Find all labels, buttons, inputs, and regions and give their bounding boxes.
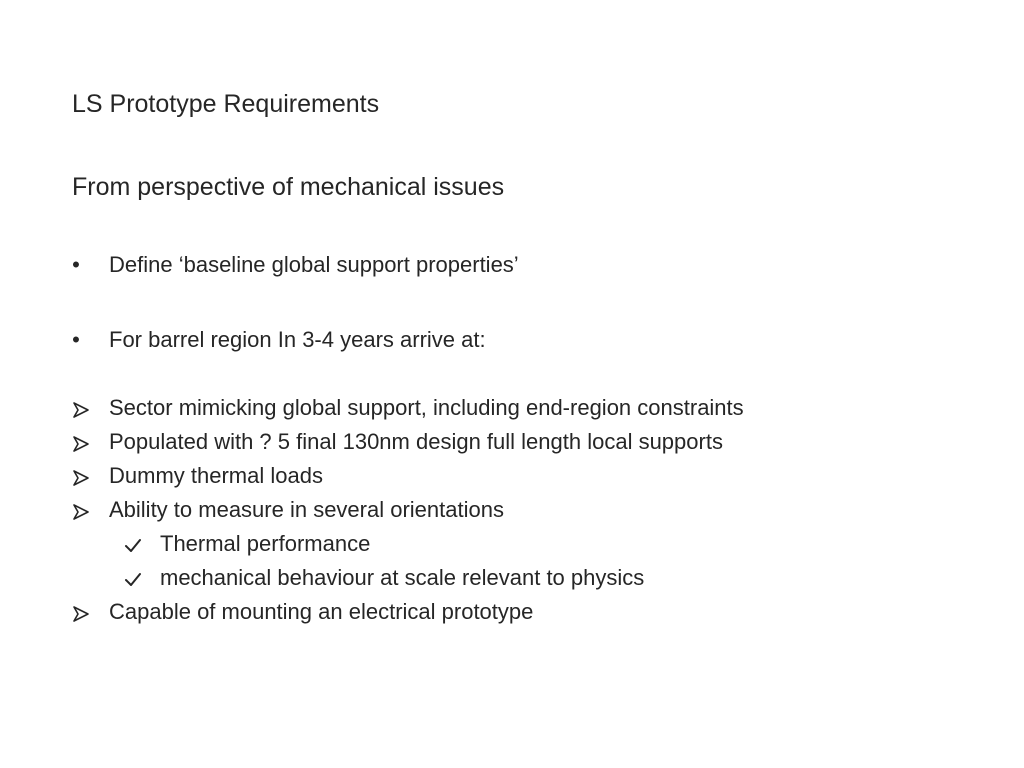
arrow-item: Capable of mounting an electrical prototype (109, 599, 534, 624)
arrow-bullet-icon (72, 605, 92, 623)
arrow-bullet-icon (72, 469, 92, 487)
check-item: mechanical behaviour at scale relevant to physics (160, 565, 645, 590)
arrow-bullet-icon (72, 435, 92, 453)
arrow-item: Dummy thermal loads (109, 463, 323, 488)
checkmark-icon (124, 571, 144, 589)
checkmark-icon (124, 537, 144, 555)
check-item: Thermal performance (160, 531, 371, 556)
bullet-dot-icon: • (72, 327, 80, 352)
arrow-bullet-icon (72, 503, 92, 521)
bullet-item: For barrel region In 3-4 years arrive at: (109, 327, 486, 352)
bullet-item: Define ‘baseline global support properties’ (109, 252, 519, 277)
bullet-dot-icon: • (72, 252, 80, 277)
arrow-item: Populated with ? 5 final 130nm design full length local supports (109, 429, 723, 454)
arrow-item: Sector mimicking global support, including end-region constraints (109, 395, 744, 420)
arrow-item: Ability to measure in several orientations (109, 497, 504, 522)
arrow-bullet-icon (72, 401, 92, 419)
slide-subtitle: From perspective of mechanical issues (72, 173, 505, 201)
slide-title: LS Prototype Requirements (72, 90, 380, 118)
